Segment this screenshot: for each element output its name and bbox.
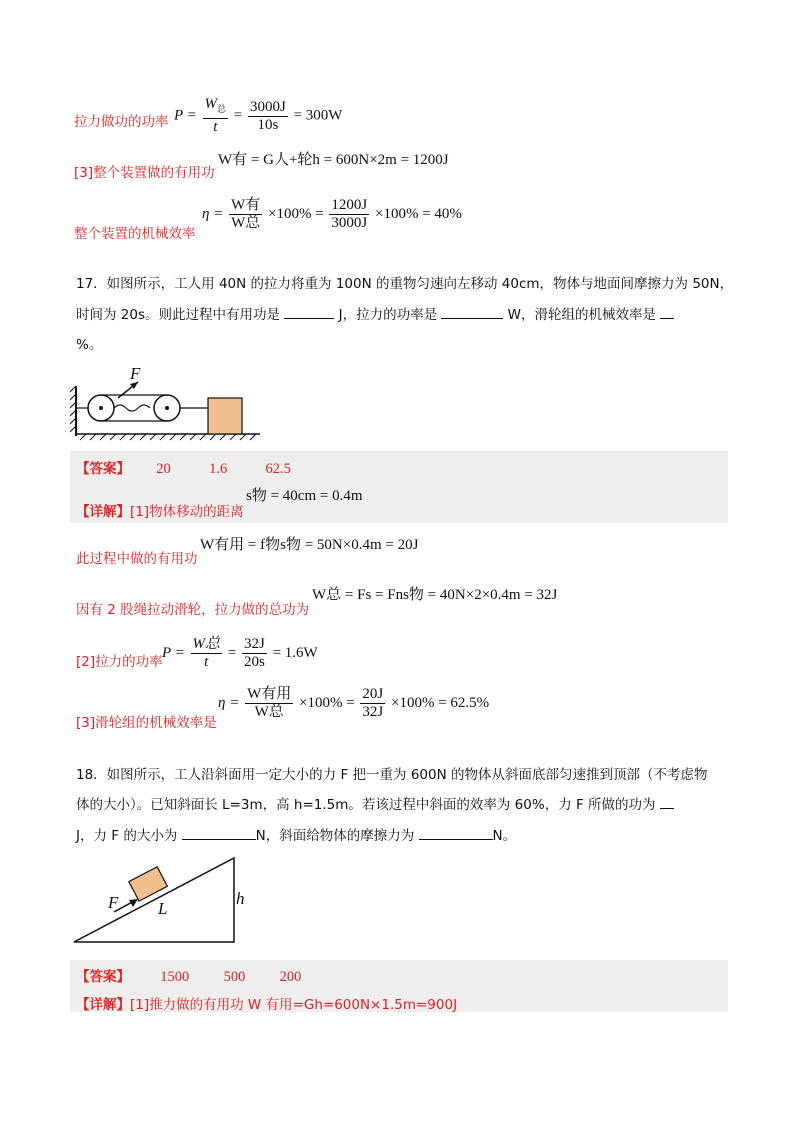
q18-detail-1: 【详解】[1]推力做的有用功 W 有用=Gh=600N×1.5m=900J: [76, 997, 458, 1013]
q18-line2: 体的大小）。已知斜面长 L=3m，高 h=1.5m。若该过程中斜面的效率为 60%，力 F 所做的功为: [76, 793, 674, 813]
length-label-L: L: [158, 899, 168, 918]
incline-diagram: [70, 852, 270, 948]
q17-answer: 【答案】 20 1.6 62.5: [76, 461, 291, 477]
q17-d5-label: [3]滑轮组的机械效率是: [76, 715, 217, 731]
q18-line3: J，力 F 的大小为 N，斜面给物体的摩擦力为 N。: [76, 828, 517, 844]
q17-line2: 时间为 20s。则此过程中有用功是 J，拉力的功率是 W，滑轮组的机械效率是: [76, 303, 674, 323]
useful-label: [3]整个装置做的有用功: [74, 165, 215, 181]
pulley-diagram: [70, 362, 270, 446]
eff-label: 整个装置的机械效率: [74, 226, 196, 242]
eff-formula: η = $\frac{\text{W有}}{\text{W总}}$ ×100% = $\frac{1200J}{3000J}$ ×100% = 40%: [202, 197, 462, 231]
q17-detail-1: 【详解】[1]物体移动的距离: [76, 504, 244, 520]
force-label-F: F: [130, 364, 141, 383]
q18-answer: 【答案】 1500 500 200: [76, 969, 302, 985]
q17-d1-formula: s物 = 40cm = 0.4m: [246, 488, 363, 504]
q17-d4-label: [2]拉力的功率: [76, 654, 163, 670]
q17-d3-label: 因有 2 股绳拉动滑轮，拉力做的总功为: [76, 602, 310, 618]
q17-d2-formula: W有用 = f物s物 = 50N×0.4m = 20J: [200, 537, 419, 553]
force-label-F: F: [108, 893, 119, 912]
q17-d5-formula: η = $\frac{\text{W有用}}{\text{W总}}$ ×100% = $\frac{20J}{32J}$ ×100% = 62.5%: [218, 686, 490, 720]
q17-d2-label: 此过程中做的有用功: [76, 551, 198, 567]
height-label-h: h: [236, 889, 245, 908]
q17-d3-formula: W总 = Fs = Fns物 = 40N×2×0.4m = 32J: [312, 587, 558, 603]
q17-line1: 17．如图所示，工人用 40N 的拉力将重为 100N 的重物匀速向左移动 40cm，物体与地面间摩擦力为 50N，: [76, 276, 734, 292]
useful-formula: W有 = G人+轮h = 600N×2m = 1200J: [218, 152, 449, 168]
q18-line1: 18．如图所示，工人沿斜面用一定大小的力 F 把一重为 600N 的物体从斜面底部匀速推到顶部（不考虑物: [76, 767, 708, 783]
power-formula: P = $\frac{W_总}{t}$ = $\frac{3000J}{10s}$ = 300W: [174, 96, 343, 135]
power-label: 拉力做功的功率: [74, 114, 169, 130]
q17-line3: %。: [76, 337, 103, 353]
q17-d4-formula: P = $\frac{\text{W总}}{t}$ = $\frac{32J}{20s}$ = 1.6W: [162, 636, 318, 670]
